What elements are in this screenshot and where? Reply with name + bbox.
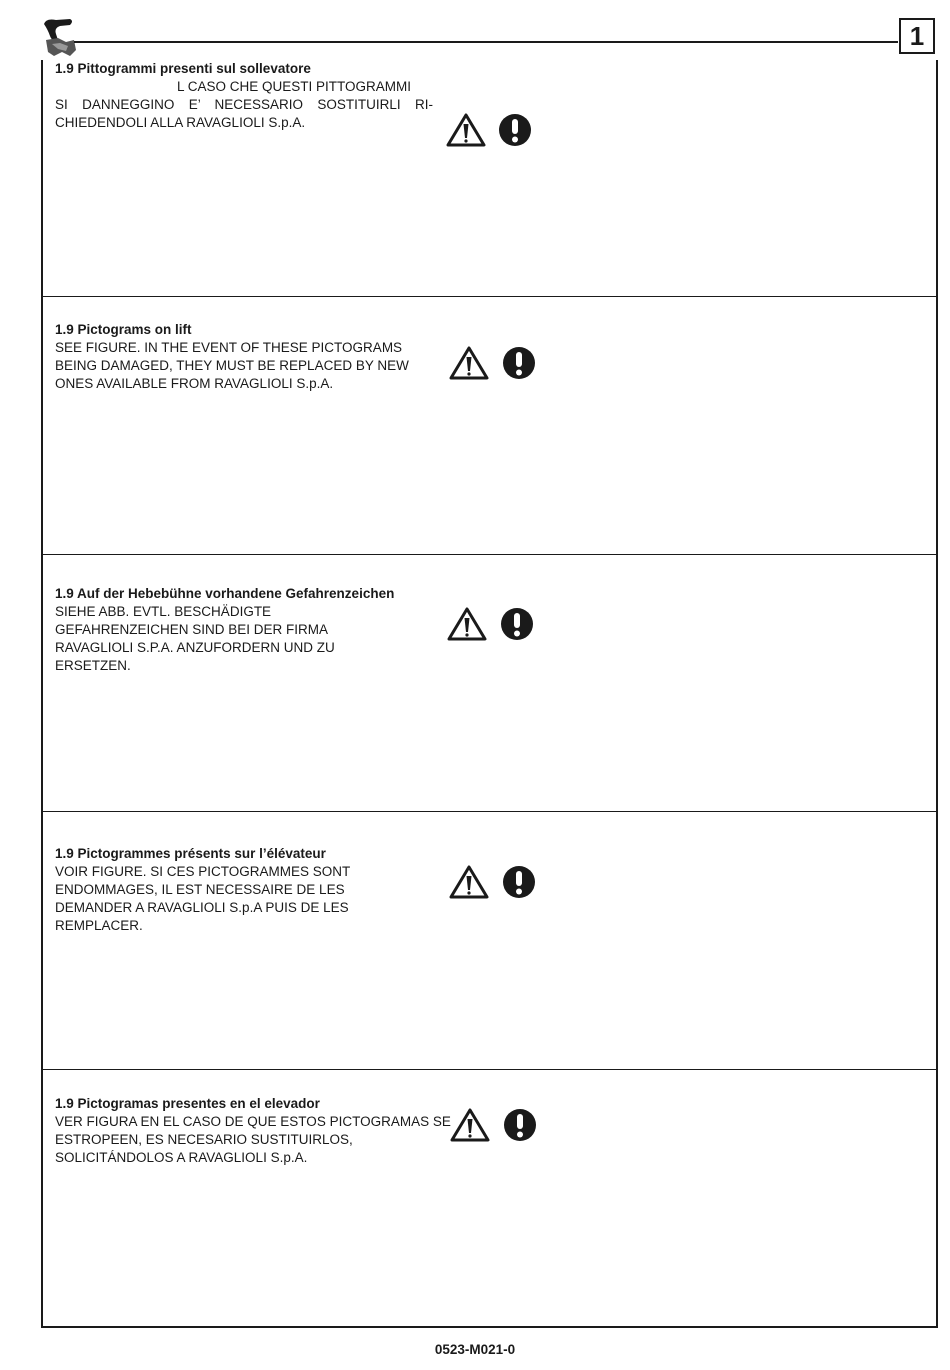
section-title: 1.9 Pictogramas presentes en el elevador [55, 1096, 320, 1111]
section-french [55, 845, 400, 935]
page-number: 1 [899, 18, 935, 54]
section-title: 1.9 Auf der Hebebühne vorhandene Gefahrenzeichen [55, 586, 395, 601]
section-divider [43, 296, 936, 297]
section-german [55, 585, 440, 675]
section-body-first-line: L CASO CHE QUESTI PITTOGRAMMI [177, 79, 412, 94]
warning-triangle-icon [449, 1107, 491, 1143]
section-body: VOIR FIGURE. SI CES PICTOGRAMMES SONT ENDOMMAGES, IL EST NECESSAIRE DE LES DEMANDER A RAVAGLIOLI S.p.A PUIS DE LES REMPLACER. [55, 864, 351, 933]
pictogram-group [446, 606, 546, 646]
exclamation-circle-icon [498, 113, 532, 147]
pictogram-group [448, 864, 548, 904]
section-spanish [55, 1095, 455, 1167]
section-body: SI DANNEGGINO E’ NECESSARIO SOSTITUIRLI RI-CHIEDENDOLI ALLA RAVAGLIOLI S.p.A. [55, 97, 433, 130]
section-body: VER FIGURA EN EL CASO DE QUE ESTOS PICTOGRAMAS SE ESTROPEEN, ES NECESARIO SUSTITUIRLOS, SOLICITÁNDOLOS A RAVAGLIOLI S.p.A. [55, 1114, 451, 1165]
section-english [55, 321, 440, 393]
pictogram-group [448, 345, 548, 385]
section-title: 1.9 Pictograms on lift [55, 322, 192, 337]
section-body: SEE FIGURE. IN THE EVENT OF THESE PICTOGRAMS BEING DAMAGED, THEY MUST BE REPLACED BY NEW ONES AVAILABLE FROM RAVAGLIOLI S.p.A. [55, 340, 409, 391]
exclamation-circle-icon [502, 865, 536, 899]
section-divider [43, 811, 936, 812]
warning-triangle-icon [446, 606, 488, 642]
section-italian [55, 60, 433, 132]
header-rule [74, 41, 898, 43]
pictogram-group [449, 1107, 549, 1147]
warning-triangle-icon [448, 864, 490, 900]
section-divider [43, 1069, 936, 1070]
document-code: 0523-M021-0 [434, 1342, 516, 1357]
warning-triangle-icon [445, 112, 487, 148]
exclamation-circle-icon [502, 346, 536, 380]
section-body: SIEHE ABB. EVTL. BESCHÄDIGTE GEFAHRENZEICHEN SIND BEI DER FIRMA RAVAGLIOLI S.P.A. ANZUFORDERN UND ZU ERSETZEN. [55, 604, 335, 673]
warning-triangle-icon [448, 345, 490, 381]
exclamation-circle-icon [503, 1108, 537, 1142]
exclamation-circle-icon [500, 607, 534, 641]
section-divider [43, 554, 936, 555]
company-logo [40, 16, 80, 58]
section-title: 1.9 Pictogrammes présents sur l’élévateur [55, 846, 326, 861]
section-title: 1.9 Pittogrammi presenti sul sollevatore [55, 61, 311, 76]
pictogram-group [445, 112, 545, 152]
